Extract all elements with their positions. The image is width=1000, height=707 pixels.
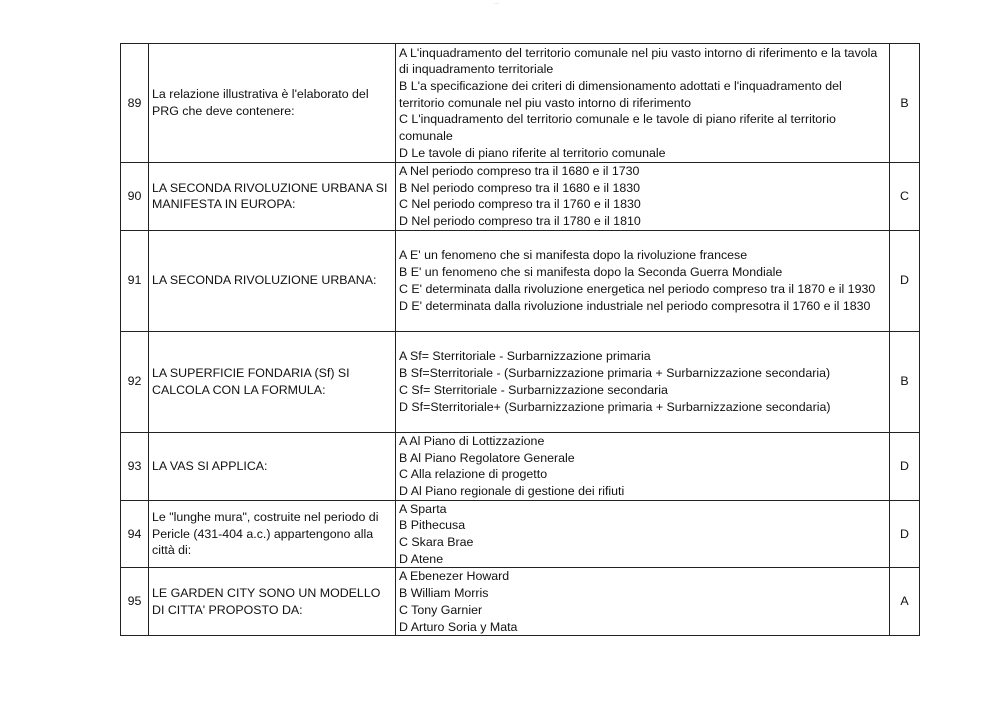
answer-options [396, 230, 890, 331]
question-text: LA SECONDA RIVOLUZIONE URBANA: [149, 230, 396, 331]
option-a: A L'inquadramento del territorio comunale nel piu vasto intorno di riferimento e la tavola di inquadramento territoriale [399, 45, 878, 77]
option-d: D Nel periodo compreso tra il 1780 e il 1810 [399, 214, 641, 229]
option-b: B Al Piano Regolatore Generale [399, 450, 575, 465]
option-c: C Tony Garnier [399, 602, 483, 617]
option-a: A Sparta [399, 501, 447, 516]
question-text: LA SUPERFICIE FONDARIA (Sf) SI CALCOLA CON LA FORMULA: [149, 331, 396, 432]
answer-options [396, 163, 890, 231]
question-number: 93 [121, 432, 149, 500]
option-c: C E' determinata dalla rivoluzione energetica nel periodo compreso tra il 1870 e il 1930 [399, 281, 876, 296]
correct-answer: C [890, 163, 920, 231]
correct-answer: D [890, 230, 920, 331]
table-row [121, 163, 920, 231]
question-text: Le "lunghe mura", costruite nel periodo di Pericle (431-404 a.c.) appartengono alla città di: [149, 500, 396, 568]
option-c: C Skara Brae [399, 535, 474, 550]
option-b: B Nel periodo compreso tra il 1680 e il 1830 [399, 180, 641, 195]
option-d: D Arturo Soria y Mata [399, 619, 518, 634]
option-b: B E' un fenomeno che si manifesta dopo la Seconda Guerra Mondiale [399, 265, 783, 280]
answer-options [396, 331, 890, 432]
question-number: 94 [121, 500, 149, 568]
question-number: 90 [121, 163, 149, 231]
question-number: 89 [121, 44, 149, 163]
table-row [121, 230, 920, 331]
question-number: 92 [121, 331, 149, 432]
table-row [121, 568, 920, 636]
correct-answer: B [890, 331, 920, 432]
option-d: D Atene [399, 551, 444, 566]
option-a: A Ebenezer Howard [399, 569, 510, 584]
quiz-table [120, 43, 920, 636]
option-d: D E' determinata dalla rivoluzione industriale nel periodo compresotra il 1760 e il 1830 [399, 298, 871, 313]
option-c: C Sf= Sterritoriale - Surbarnizzazione secondaria [399, 382, 668, 397]
question-number: 91 [121, 230, 149, 331]
table-row [121, 44, 920, 163]
option-b: B Pithecusa [399, 518, 466, 533]
table-row [121, 331, 920, 432]
correct-answer: D [890, 500, 920, 568]
option-d: D Al Piano regionale di gestione dei rifiuti [399, 483, 625, 498]
option-b: B William Morris [399, 586, 489, 601]
question-text: LE GARDEN CITY SONO UN MODELLO DI CITTA' PROPOSTO DA: [149, 568, 396, 636]
answer-options [396, 568, 890, 636]
question-number: 95 [121, 568, 149, 636]
option-d: D Le tavole di piano riferite al territorio comunale [399, 145, 666, 160]
option-a: A Sf= Sterritoriale - Surbarnizzazione primaria [399, 349, 651, 364]
answer-options [396, 500, 890, 568]
answer-options [396, 44, 890, 163]
question-text: La relazione illustrativa è l'elaborato del PRG che deve contenere: [149, 44, 396, 163]
option-b: B Sf=Sterritoriale - (Surbarnizzazione primaria + Surbarnizzazione secondaria) [399, 366, 831, 381]
table-row [121, 500, 920, 568]
option-c: C L'inquadramento del territorio comunale e le tavole di piano riferite al territorio comunale [399, 112, 836, 144]
correct-answer: B [890, 44, 920, 163]
option-d: D Sf=Sterritoriale+ (Surbarnizzazione primaria + Surbarnizzazione secondaria) [399, 399, 831, 414]
option-c: C Alla relazione di progetto [399, 467, 548, 482]
option-a: A Al Piano di Lottizzazione [399, 433, 545, 448]
question-text: LA VAS SI APPLICA: [149, 432, 396, 500]
page-header-mark: ... [494, 0, 500, 6]
question-text: LA SECONDA RIVOLUZIONE URBANA SI MANIFESTA IN EUROPA: [149, 163, 396, 231]
option-b: B L'a specificazione dei criteri di dimensionamento adottati e l'inquadramento del territorio comunale nel piu vasto intorno di riferimento [399, 78, 842, 110]
answer-options [396, 432, 890, 500]
correct-answer: D [890, 432, 920, 500]
option-a: A Nel periodo compreso tra il 1680 e il 1730 [399, 164, 640, 178]
option-a: A E' un fenomeno che si manifesta dopo la rivoluzione francese [399, 248, 748, 263]
table-row [121, 432, 920, 500]
correct-answer: A [890, 568, 920, 636]
option-c: C Nel periodo compreso tra il 1760 e il 1830 [399, 197, 641, 212]
